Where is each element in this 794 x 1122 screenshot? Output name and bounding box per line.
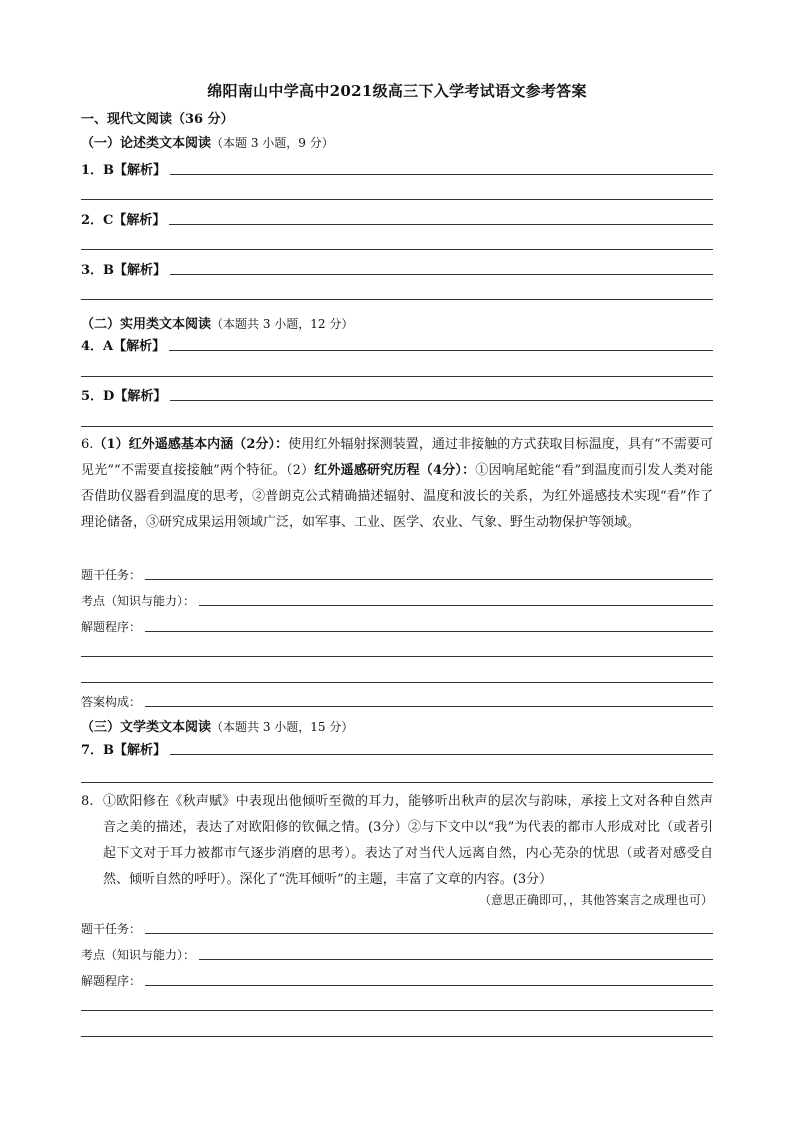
answer-line	[170, 400, 713, 401]
section-heading-reading: 一、现代文阅读（36 分）	[81, 112, 234, 127]
answer-line	[145, 631, 713, 632]
answer-line	[81, 199, 713, 200]
point-label: 考点（知识与能力）：	[81, 948, 196, 962]
answer-line	[81, 299, 713, 300]
answer-line	[81, 782, 713, 783]
subsection-label: （一）论述类文本阅读	[81, 136, 212, 151]
point-label: 考点（知识与能力）：	[81, 594, 196, 608]
question-number: 6.	[81, 437, 94, 452]
question-label: 1．B【解析】	[81, 163, 167, 178]
subsection-note: （本题 3 小题，9 分）	[211, 136, 334, 150]
answer-line	[199, 605, 713, 606]
question-label: 5．D【解析】	[81, 389, 167, 404]
task-label: 题干任务：	[81, 568, 142, 582]
part2-text: ①因响尾蛇能“看”到温度而引发人类对能否借助仪器看到温度的思考，②普朗克公式精确描述辐射、温度和波长的关系，为红外遥感技术实现“看”作了理论储备，③研究成果运用领域广泛，如军事、工业、医学、农业、气象、野生动物保护等领域。	[81, 463, 713, 530]
answer-line	[81, 1010, 713, 1011]
answer-line	[81, 1036, 713, 1037]
answer-line	[170, 274, 713, 275]
question-1	[81, 158, 713, 178]
part1-text: 使用红外辐射探测装置，通过非接触的方式获取目标温度，具有“不需要可见光”“不需要直接接触”两个特征。	[81, 437, 714, 478]
question-label: 2．C【解析】	[81, 213, 166, 228]
question-label: 3．B【解析】	[81, 263, 167, 278]
answer-line	[81, 426, 713, 427]
q8-procedure-line	[81, 969, 713, 989]
answer-line	[170, 754, 713, 755]
answer-label: 答案构成：	[81, 695, 142, 709]
question-6-answer	[81, 432, 713, 536]
q6-task-line	[81, 563, 713, 583]
subsection-label: （二）实用类文本阅读	[81, 317, 212, 332]
question-number: 8.	[81, 794, 94, 809]
task-label: 题干任务：	[81, 922, 142, 936]
q6-procedure-line	[81, 615, 713, 635]
question-8-answer	[81, 789, 713, 893]
answer-line	[199, 959, 713, 960]
procedure-label: 解题程序：	[81, 620, 142, 634]
subsection-note: （本题共 3 小题，12 分）	[211, 317, 354, 331]
question-5	[81, 384, 713, 404]
part2-number: （2）	[285, 463, 315, 478]
q8-point-line	[81, 943, 713, 963]
answer-line	[145, 985, 713, 986]
question-2	[81, 208, 713, 228]
q8-task-line	[81, 917, 713, 937]
answer-line	[170, 174, 713, 175]
question-8-text: ①欧阳修在《秋声赋》中表现出他倾听至微的耳力，能够听出秋声的层次与韵味，承接上文对各种自然声音之美的描述，表达了对欧阳修的钦佩之情。(3分）②与下文中以“我”为代表的都市人形成对比（或者引起下文对于耳力被都市气逐步消磨的思考）。表达了对当代人远离自然，内心芜杂的忧思（或者对感受自然、倾听自然的呼吁）。深化了“洗耳倾听”的主题，丰富了文章的内容。(3分）	[103, 794, 713, 887]
q6-answer-line	[81, 690, 713, 710]
subsection-label: （三）文学类文本阅读	[81, 720, 212, 735]
part2-label: 红外遥感研究历程（4分）：	[314, 463, 476, 478]
question-label: 7．B【解析】	[81, 743, 167, 758]
answer-line	[145, 706, 713, 707]
q6-point-line	[81, 589, 713, 609]
question-7	[81, 738, 713, 758]
grading-note: （意思正确即可，，其他答案言之成理也可）	[478, 893, 713, 907]
page-title: 绵阳南山中学高中2021级高三下入学考试语文参考答案	[207, 82, 587, 100]
answer-line	[169, 350, 713, 351]
answer-line	[81, 376, 713, 377]
answer-line	[145, 579, 713, 580]
subsection-literary	[81, 716, 353, 735]
answer-line	[145, 933, 713, 934]
question-4	[81, 334, 713, 354]
question-label: 4．A【解析】	[81, 339, 166, 354]
question-3	[81, 258, 713, 278]
subsection-note: （本题共 3 小题，15 分）	[211, 720, 354, 734]
part1-label: （1）红外遥感基本内涵（2分）：	[93, 437, 289, 452]
procedure-label: 解题程序：	[81, 974, 142, 988]
answer-line	[81, 656, 713, 657]
subsection-practical	[81, 313, 353, 332]
answer-line	[81, 682, 713, 683]
answer-line	[169, 224, 713, 225]
subsection-argumentative	[81, 132, 334, 151]
answer-line	[81, 249, 713, 250]
